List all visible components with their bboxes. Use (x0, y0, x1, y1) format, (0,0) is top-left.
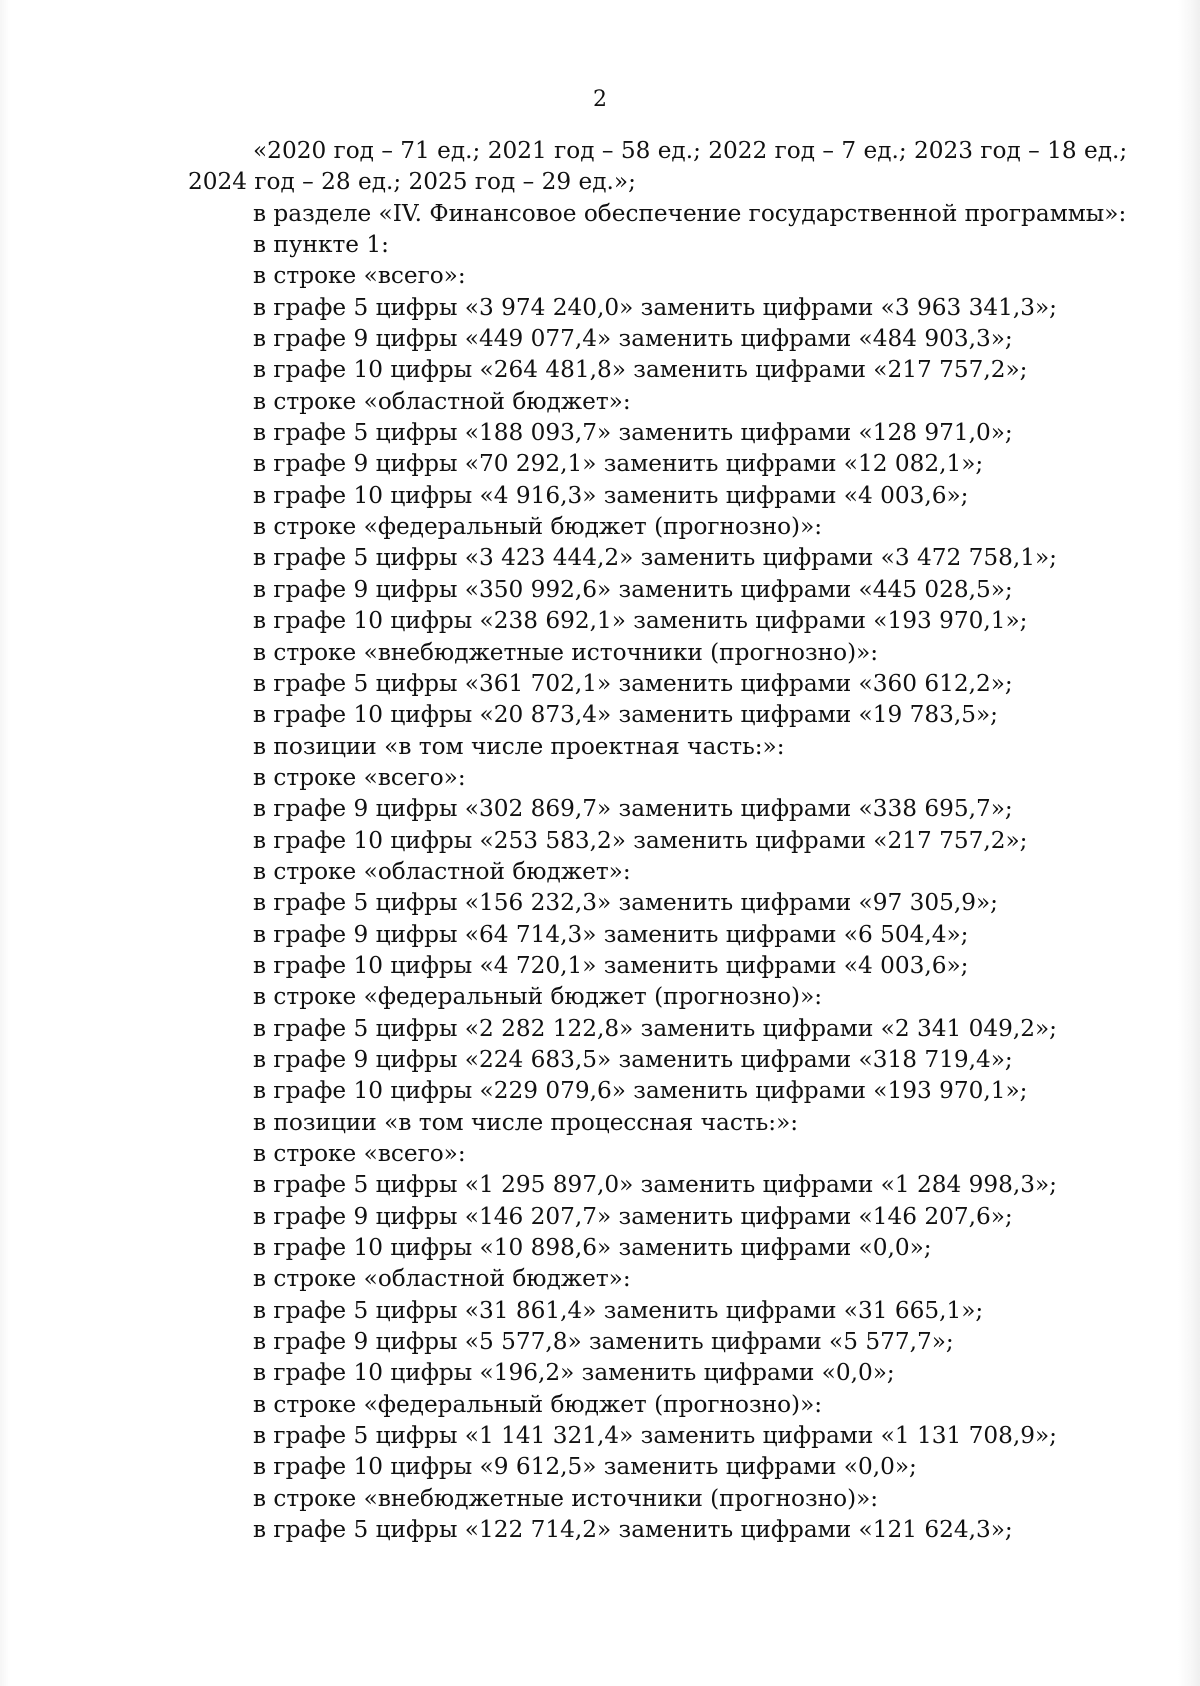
text-line: в графе 9 цифры «70 292,1» заменить цифрами «12 082,1»; (253, 450, 984, 478)
text-line: в строке «областной бюджет»: (253, 857, 631, 885)
text-line: в графе 9 цифры «64 714,3» заменить цифрами «6 504,4»; (253, 920, 969, 948)
text-line: в графе 9 цифры «5 577,8» заменить цифрами «5 577,7»; (253, 1328, 954, 1356)
text-line: в графе 10 цифры «4 720,1» заменить цифрами «4 003,6»; (253, 951, 969, 979)
text-line: 2024 год – 28 ед.; 2025 год – 29 ед.»; (188, 168, 636, 196)
text-line: в графе 5 цифры «361 702,1» заменить цифрами «360 612,2»; (253, 669, 1013, 697)
text-line: в графе 5 цифры «1 141 321,4» заменить цифрами «1 131 708,9»; (253, 1422, 1057, 1450)
text-line: в графе 10 цифры «196,2» заменить цифрами «0,0»; (253, 1359, 895, 1387)
page-number: 2 (593, 87, 607, 112)
text-line: в графе 10 цифры «4 916,3» заменить цифрами «4 003,6»; (253, 481, 969, 509)
text-line: в разделе «IV. Финансовое обеспечение государственной программы»: (253, 199, 1127, 227)
text-line: в графе 5 цифры «122 714,2» заменить цифрами «121 624,3»; (253, 1516, 1013, 1544)
text-line: в графе 5 цифры «3 974 240,0» заменить цифрами «3 963 341,3»; (253, 293, 1057, 321)
text-line: в графе 5 цифры «156 232,3» заменить цифрами «97 305,9»; (253, 889, 998, 917)
text-line: в строке «областной бюджет»: (253, 1265, 631, 1293)
text-line: «2020 год – 71 ед.; 2021 год – 58 ед.; 2022 год – 7 ед.; 2023 год – 18 ед.; (253, 137, 1128, 164)
text-line: в графе 10 цифры «264 481,8» заменить цифрами «217 757,2»; (253, 356, 1028, 384)
text-line: в пункте 1: (253, 231, 389, 259)
scan-edge-right (1178, 0, 1200, 1686)
text-line: в графе 9 цифры «302 869,7» заменить цифрами «338 695,7»; (253, 795, 1013, 823)
text-line: в графе 10 цифры «9 612,5» заменить цифрами «0,0»; (253, 1453, 917, 1481)
text-line: в графе 9 цифры «449 077,4» заменить цифрами «484 903,3»; (253, 325, 1013, 353)
text-line: в графе 10 цифры «229 079,6» заменить цифрами «193 970,1»; (253, 1077, 1028, 1105)
text-line: в строке «внебюджетные источники (прогнозно)»: (253, 638, 879, 666)
text-line: в графе 10 цифры «253 583,2» заменить цифрами «217 757,2»; (253, 826, 1028, 854)
text-line: в строке «федеральный бюджет (прогнозно)»: (253, 1390, 823, 1418)
scan-edge-left (0, 0, 10, 1686)
text-line: в строке «федеральный бюджет (прогнозно)»: (253, 983, 823, 1011)
text-line: в строке «всего»: (253, 763, 466, 791)
text-line: в графе 5 цифры «188 093,7» заменить цифрами «128 971,0»; (253, 419, 1013, 447)
text-line: в графе 9 цифры «350 992,6» заменить цифрами «445 028,5»; (253, 575, 1013, 603)
document-body (188, 135, 1128, 1545)
text-line: в строке «внебюджетные источники (прогнозно)»: (253, 1484, 879, 1512)
text-line: в строке «всего»: (253, 262, 466, 290)
text-line: в графе 5 цифры «3 423 444,2» заменить цифрами «3 472 758,1»; (253, 544, 1057, 572)
text-line: в графе 10 цифры «20 873,4» заменить цифрами «19 783,5»; (253, 701, 998, 729)
text-line: в графе 9 цифры «224 683,5» заменить цифрами «318 719,4»; (253, 1045, 1013, 1073)
text-line: в графе 5 цифры «1 295 897,0» заменить цифрами «1 284 998,3»; (253, 1171, 1057, 1199)
text-line: в графе 5 цифры «2 282 122,8» заменить цифрами «2 341 049,2»; (253, 1014, 1057, 1042)
text-line: в строке «всего»: (253, 1140, 466, 1167)
text-line: в позиции «в том числе процессная часть:»: (253, 1108, 799, 1136)
text-line: в графе 10 цифры «238 692,1» заменить цифрами «193 970,1»; (253, 607, 1028, 635)
text-line: в графе 5 цифры «31 861,4» заменить цифрами «31 665,1»; (253, 1296, 984, 1324)
text-line: в строке «федеральный бюджет (прогнозно)»: (253, 513, 823, 541)
text-line: в графе 9 цифры «146 207,7» заменить цифрами «146 207,6»; (253, 1202, 1013, 1230)
text-line: в строке «областной бюджет»: (253, 387, 631, 415)
text-line: в графе 10 цифры «10 898,6» заменить цифрами «0,0»; (253, 1234, 932, 1262)
text-line: в позиции «в том числе проектная часть:»: (253, 732, 785, 760)
